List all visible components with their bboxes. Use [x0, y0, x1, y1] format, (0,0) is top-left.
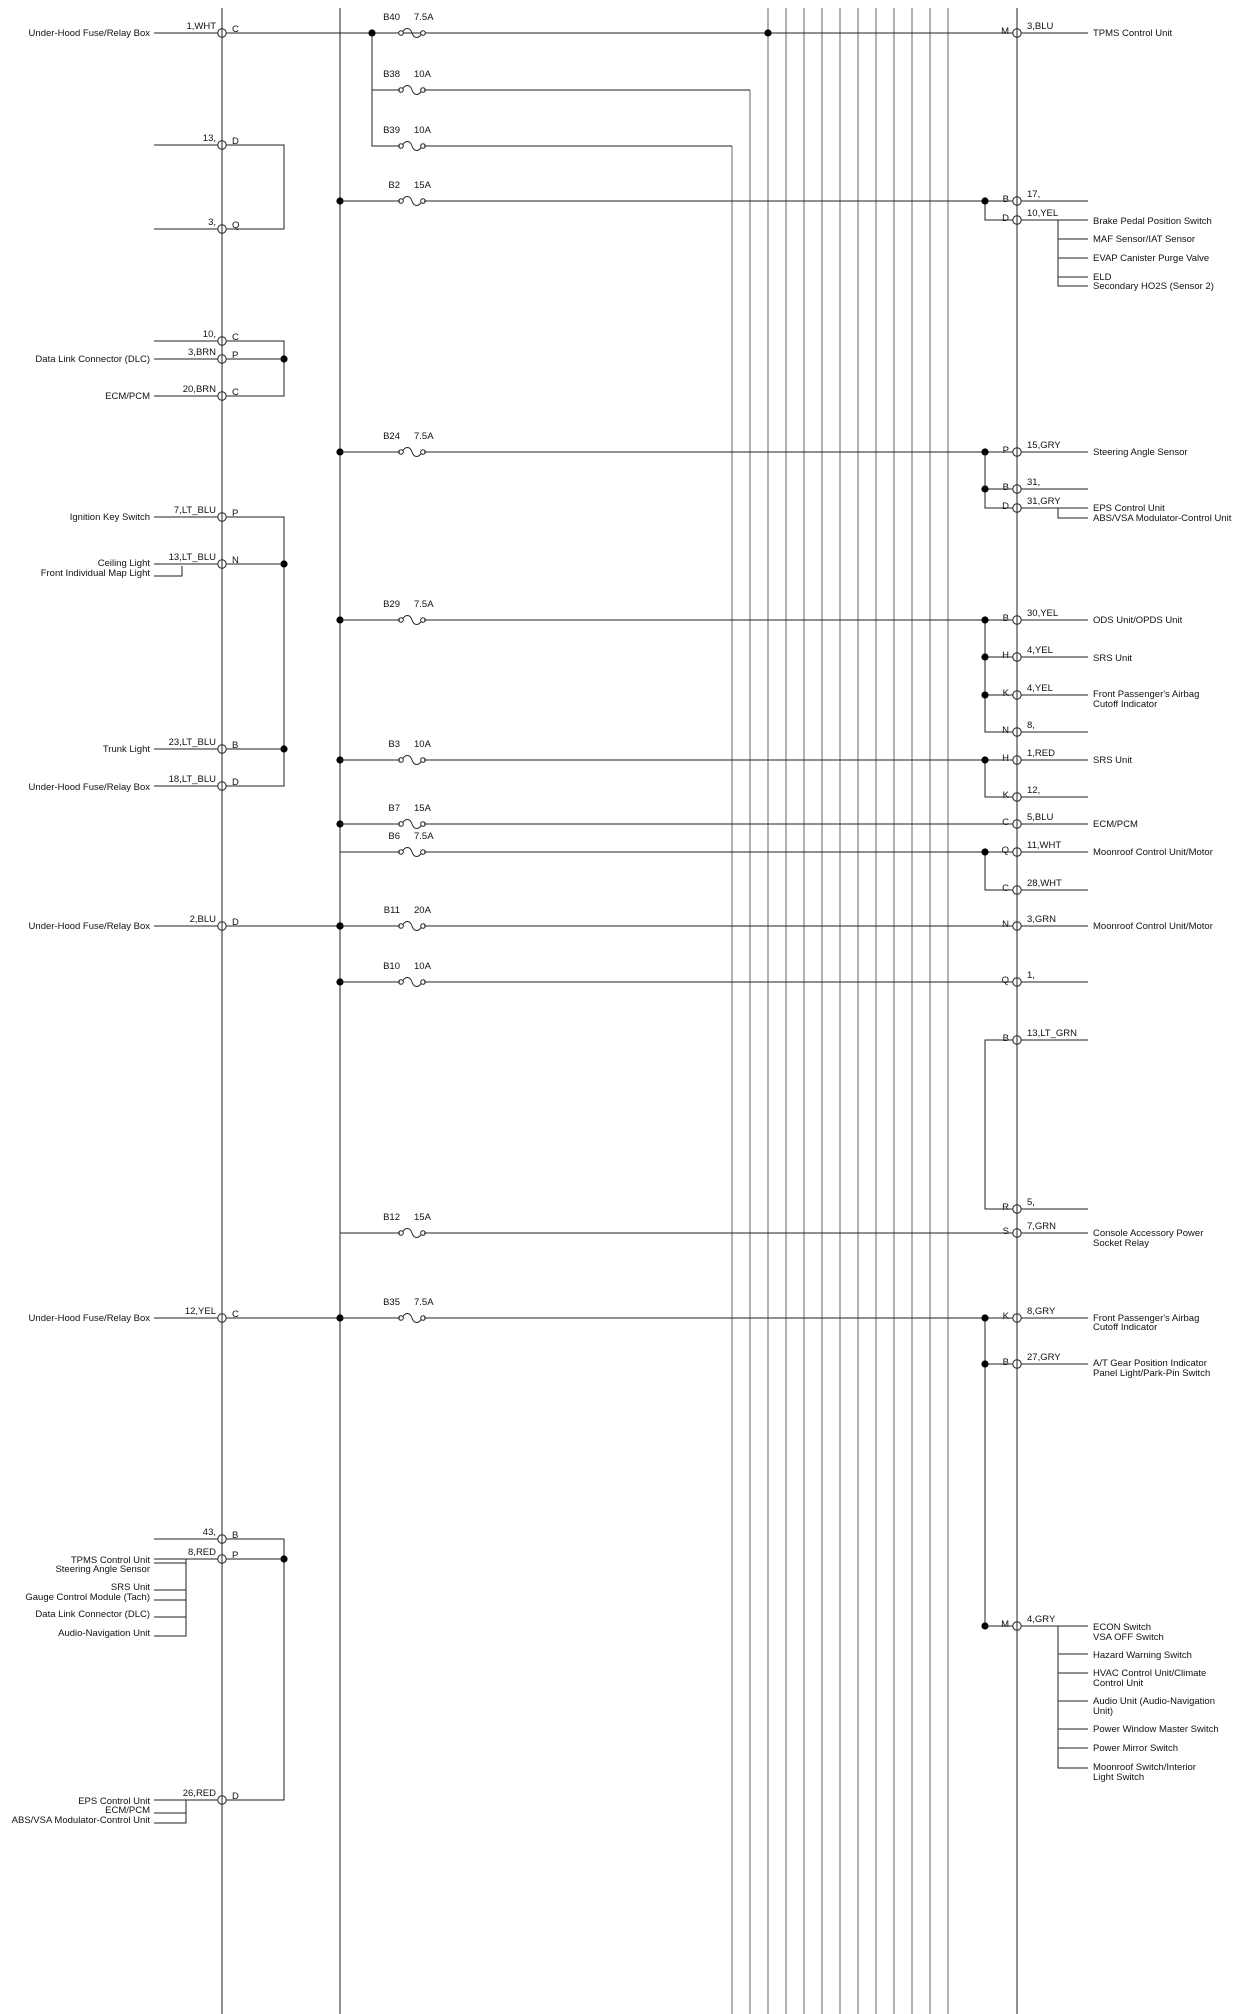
right-wire-code: 27,GRY: [1027, 1352, 1061, 1363]
fuse-id: B6: [388, 831, 400, 842]
fuse-rating: 7.5A: [414, 12, 434, 23]
right-pin-letter: K: [1002, 1311, 1009, 1322]
fuse-icon: [402, 616, 422, 625]
left-component-label: ECM/PCM: [105, 1805, 150, 1816]
right-jumper: [985, 620, 1013, 732]
left-pin-letter: D: [232, 1791, 239, 1802]
right-pin-letter: B: [1002, 482, 1009, 493]
fuse-terminal-icon: [421, 31, 426, 36]
right-pin-letter: P: [1002, 445, 1009, 456]
left-wire-code: 23,LT_BLU: [168, 737, 216, 748]
right-pin-letter: B: [1002, 194, 1009, 205]
left-component-label: Data Link Connector (DLC): [35, 354, 150, 365]
fuse-rating: 15A: [414, 1212, 431, 1223]
junction-dot: [981, 197, 988, 204]
right-component-label: Console Accessory Power: [1093, 1228, 1204, 1239]
right-wire-code: 10,YEL: [1027, 208, 1059, 219]
fuse-rating: 10A: [414, 739, 431, 750]
right-wire-code: 11,WHT: [1027, 840, 1062, 851]
left-pin-letter: C: [232, 387, 239, 398]
left-component-label: Ignition Key Switch: [69, 512, 150, 523]
right-component-label: Moonroof Switch/Interior: [1093, 1762, 1196, 1773]
right-component-label: Power Window Master Switch: [1093, 1724, 1219, 1735]
left-component-label: Data Link Connector (DLC): [35, 1609, 150, 1620]
left-pin-letter: C: [232, 24, 239, 35]
left-component-label: Under-Hood Fuse/Relay Box: [28, 28, 150, 39]
left-jumper: [226, 1539, 284, 1800]
right-component-label: ECM/PCM: [1093, 819, 1138, 830]
left-branch: [154, 1800, 186, 1823]
fuse-rating: 7.5A: [414, 831, 434, 842]
right-component-label: Secondary HO2S (Sensor 2): [1093, 281, 1214, 292]
right-wire-code: 5,BLU: [1027, 812, 1054, 823]
fuse-id: B24: [383, 431, 400, 442]
right-component-label: Power Mirror Switch: [1093, 1743, 1178, 1754]
left-pin-letter: D: [232, 777, 239, 788]
right-wire-code: 28,WHT: [1027, 878, 1062, 889]
right-component-label: SRS Unit: [1093, 653, 1133, 664]
right-component-label: TPMS Control Unit: [1093, 28, 1173, 39]
right-component-label: Moonroof Control Unit/Motor: [1093, 847, 1213, 858]
fuse-icon: [402, 1314, 422, 1323]
junction-dot: [981, 653, 988, 660]
fuse-id: B29: [383, 599, 400, 610]
left-pin-letter: B: [232, 1530, 239, 1541]
left-component-label: Gauge Control Module (Tach): [25, 1592, 150, 1603]
left-component-label: Audio-Navigation Unit: [58, 1628, 150, 1639]
fuse-terminal-icon: [399, 31, 404, 36]
right-wire-code: 4,YEL: [1027, 645, 1053, 656]
right-pin-letter: B: [1002, 1357, 1009, 1368]
fuse-rating: 10A: [414, 69, 431, 80]
fuse-icon: [402, 848, 422, 857]
right-pin-letter: B: [1002, 1033, 1009, 1044]
right-branch: [1058, 1626, 1088, 1768]
fuse-icon: [402, 756, 422, 765]
left-pin-letter: C: [232, 332, 239, 343]
right-component-label: Panel Light/Park-Pin Switch: [1093, 1368, 1211, 1379]
left-wire-code: 12,YEL: [184, 1306, 216, 1317]
fuse-rating: 10A: [414, 961, 431, 972]
right-jumper: [985, 1040, 1013, 1209]
right-component-label: Cutoff Indicator: [1093, 699, 1158, 710]
fuse-feed: [372, 33, 400, 90]
fuse-rating: 20A: [414, 905, 431, 916]
left-component-label: Under-Hood Fuse/Relay Box: [28, 921, 150, 932]
fuse-icon: [402, 978, 422, 987]
right-component-label: Control Unit: [1093, 1678, 1144, 1689]
left-branch: [154, 1559, 186, 1636]
fuse-id: B35: [383, 1297, 400, 1308]
junction-dot: [981, 616, 988, 623]
left-pin-letter: P: [232, 508, 239, 519]
fuse-icon: [402, 86, 422, 95]
left-pin-letter: D: [232, 136, 239, 147]
fuse-rating: 7.5A: [414, 599, 434, 610]
left-wire-code: 13,LT_BLU: [168, 552, 216, 563]
junction-dot: [981, 691, 988, 698]
left-wire-code: 20,BRN: [182, 384, 216, 395]
right-component-label: Light Switch: [1093, 1772, 1145, 1783]
fuse-id: B11: [383, 905, 400, 916]
right-wire-code: 3,BLU: [1027, 21, 1054, 32]
right-branch: [1058, 508, 1088, 518]
right-wire-code: 1,RED: [1027, 748, 1055, 759]
left-wire-code: 10,: [202, 329, 216, 340]
right-wire-code: 12,: [1027, 785, 1041, 796]
right-pin-letter: C: [1002, 817, 1009, 828]
left-component-label: Steering Angle Sensor: [55, 1564, 150, 1575]
fuse-icon: [402, 820, 422, 829]
junction-dot: [981, 756, 988, 763]
left-branch: [154, 566, 182, 576]
left-wire-code: 43,: [202, 1527, 216, 1538]
right-pin-letter: K: [1002, 790, 1009, 801]
left-component-label: Under-Hood Fuse/Relay Box: [28, 782, 150, 793]
right-component-label: ODS Unit/OPDS Unit: [1093, 615, 1183, 626]
left-component-label: ECM/PCM: [105, 391, 150, 402]
left-component-label: EPS Control Unit: [78, 1796, 150, 1807]
fuse-rating: 7.5A: [414, 1297, 434, 1308]
fuse-feed: [372, 90, 400, 146]
right-component-label: Brake Pedal Position Switch: [1093, 216, 1212, 227]
junction-dot: [981, 1314, 988, 1321]
right-component-label: Audio Unit (Audio-Navigation: [1093, 1696, 1215, 1707]
fuse-id: B7: [388, 803, 400, 814]
right-wire-code: 8,GRY: [1027, 1306, 1056, 1317]
fuse-rating: 10A: [414, 125, 431, 136]
right-pin-letter: C: [1002, 883, 1009, 894]
right-wire-code: 31,GRY: [1027, 496, 1061, 507]
fuse-id: B3: [388, 739, 400, 750]
left-wire-code: 8,RED: [188, 1547, 216, 1558]
right-pin-letter: D: [1002, 501, 1009, 512]
right-wire-code: 4,GRY: [1027, 1614, 1056, 1625]
fuse-rating: 15A: [414, 803, 431, 814]
right-component-label: A/T Gear Position Indicator: [1093, 1358, 1207, 1369]
fuse-id: B38: [383, 69, 400, 80]
left-wire-code: 2,BLU: [189, 914, 216, 925]
right-pin-letter: N: [1002, 919, 1009, 930]
left-component-label: Front Individual Map Light: [40, 568, 150, 579]
fuse-id: B39: [383, 125, 400, 136]
right-wire-code: 30,YEL: [1027, 608, 1059, 619]
left-pin-letter: N: [232, 555, 239, 566]
left-component-label: Under-Hood Fuse/Relay Box: [28, 1313, 150, 1324]
junction-dot: [764, 29, 771, 36]
right-wire-code: 5,: [1027, 1197, 1035, 1208]
fuse-id: B10: [383, 961, 400, 972]
right-component-label: EVAP Canister Purge Valve: [1093, 253, 1210, 264]
fuse-icon: [402, 1229, 422, 1238]
right-wire-code: 13,LT_GRN: [1027, 1028, 1077, 1039]
left-component-label: ABS/VSA Modulator-Control Unit: [11, 1815, 150, 1826]
left-wire-code: 3,BRN: [188, 347, 216, 358]
right-component-label: SRS Unit: [1093, 755, 1133, 766]
right-wire-code: 31,: [1027, 477, 1041, 488]
left-pin-letter: D: [232, 917, 239, 928]
right-pin-letter: H: [1002, 753, 1009, 764]
left-wire-code: 1,WHT: [186, 21, 216, 32]
junction-dot: [981, 848, 988, 855]
right-pin-letter: N: [1002, 725, 1009, 736]
right-component-label: Steering Angle Sensor: [1093, 447, 1188, 458]
fuse-id: B40: [383, 12, 400, 23]
right-component-label: MAF Sensor/IAT Sensor: [1093, 234, 1196, 245]
fuse-id: B12: [383, 1212, 400, 1223]
right-component-label: ELD: [1093, 272, 1112, 283]
right-pin-letter: B: [1002, 613, 1009, 624]
right-component-label: VSA OFF Switch: [1093, 1632, 1164, 1643]
left-component-label: SRS Unit: [110, 1582, 150, 1593]
right-component-label: Socket Relay: [1093, 1238, 1149, 1249]
right-component-label: EPS Control Unit: [1093, 503, 1165, 514]
fuse-rating: 7.5A: [414, 431, 434, 442]
left-wire-code: 3,: [208, 217, 216, 228]
right-pin-letter: R: [1002, 1202, 1009, 1213]
right-wire-code: 15,GRY: [1027, 440, 1061, 451]
right-branch: [1058, 220, 1088, 286]
right-component-label: Unit): [1093, 1706, 1114, 1717]
right-wire-code: 4,YEL: [1027, 683, 1053, 694]
left-component-label: TPMS Control Unit: [70, 1555, 150, 1566]
fuse-rating: 15A: [414, 180, 431, 191]
right-component-label: Moonroof Control Unit/Motor: [1093, 921, 1213, 932]
left-pin-letter: P: [232, 350, 239, 361]
right-pin-letter: K: [1002, 688, 1009, 699]
right-component-label: ABS/VSA Modulator-Control Unit: [1093, 513, 1232, 524]
fuse-icon: [402, 142, 422, 151]
right-pin-letter: Q: [1001, 975, 1009, 986]
right-pin-letter: M: [1001, 1619, 1009, 1630]
right-wire-code: 1,: [1027, 970, 1035, 981]
right-pin-letter: S: [1002, 1226, 1009, 1237]
left-component-label: Trunk Light: [102, 744, 150, 755]
left-wire-code: 13,: [202, 133, 216, 144]
left-pin-letter: B: [232, 740, 239, 751]
right-component-label: HVAC Control Unit/Climate: [1093, 1668, 1207, 1679]
left-pin-letter: P: [232, 1550, 239, 1561]
left-wire-code: 18,LT_BLU: [168, 774, 216, 785]
left-component-label: Ceiling Light: [97, 558, 150, 569]
right-wire-code: 8,: [1027, 720, 1035, 731]
right-pin-letter: Q: [1001, 845, 1009, 856]
right-wire-code: 7,GRN: [1027, 1221, 1057, 1232]
left-pin-letter: C: [232, 1309, 239, 1320]
right-component-label: ECON Switch: [1093, 1622, 1152, 1633]
right-pin-letter: M: [1001, 26, 1009, 37]
left-jumper: [226, 145, 284, 229]
right-component-label: Hazard Warning Switch: [1093, 1650, 1192, 1661]
fuse-icon: [402, 448, 422, 457]
fuse-icon: [402, 922, 422, 931]
right-wire-code: 17,: [1027, 189, 1041, 200]
left-pin-letter: Q: [232, 220, 240, 231]
right-wire-code: 3,GRN: [1027, 914, 1057, 925]
fuse-icon: [402, 197, 422, 206]
left-wire-code: 26,RED: [182, 1788, 216, 1799]
left-wire-code: 7,LT_BLU: [173, 505, 216, 516]
fuse-id: B2: [388, 180, 400, 191]
right-pin-letter: D: [1002, 213, 1009, 224]
right-component-label: Front Passenger's Airbag: [1093, 689, 1200, 700]
right-component-label: Front Passenger's Airbag: [1093, 1313, 1200, 1324]
right-component-label: Cutoff Indicator: [1093, 1322, 1158, 1333]
right-pin-letter: H: [1002, 650, 1009, 661]
